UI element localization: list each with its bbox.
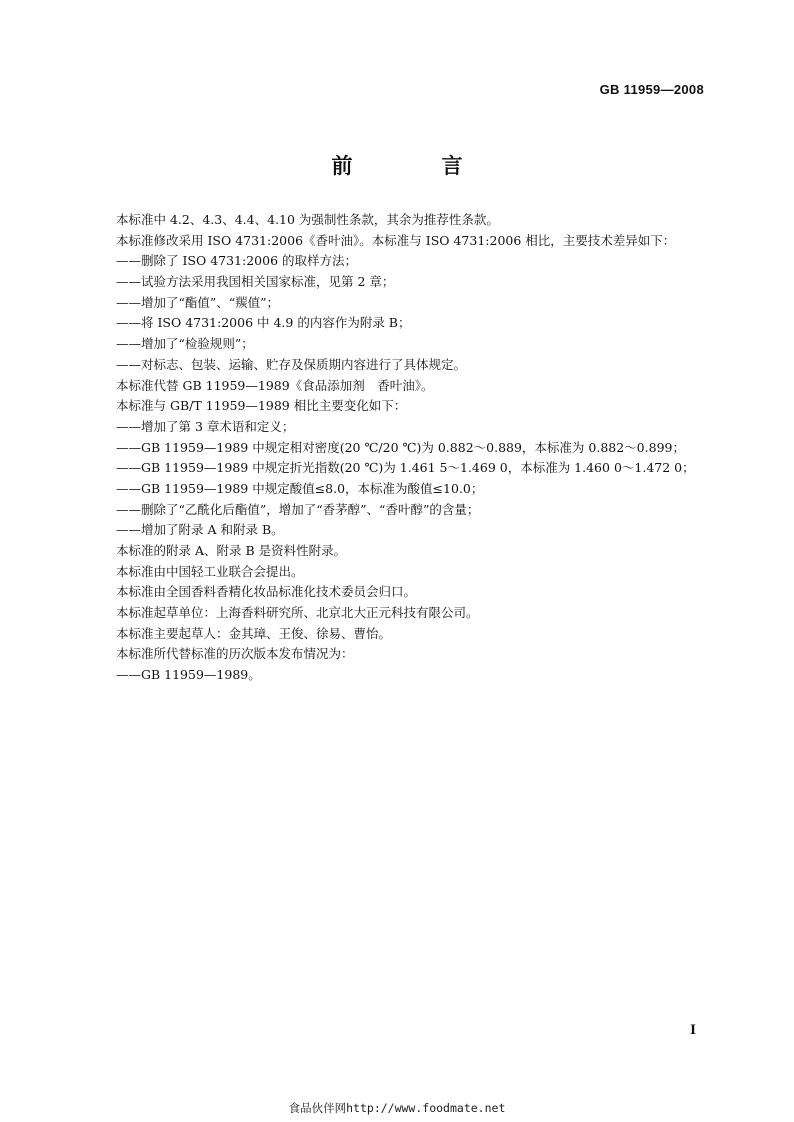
page-number: I bbox=[690, 1022, 696, 1038]
text-line: 本标准所代替标准的历次版本发布情况为： bbox=[116, 646, 354, 662]
text-line: 本标准与 GB/T 11959—1989 相比主要变化如下： bbox=[116, 398, 407, 414]
footer-watermark: 食品伙伴网http://www.foodmate.net bbox=[288, 1101, 506, 1115]
text-line: ——将 ISO 4731:2006 中 4.9 的内容作为附录 B； bbox=[116, 315, 411, 331]
text-line: ——试验方法采用我国相关国家标准，见第 2 章； bbox=[116, 274, 395, 290]
text-line: ——GB 11959—1989 中规定相对密度(20 ℃/20 ℃)为 0.882～0.889，本标准为 0.882～0.899； bbox=[116, 439, 685, 455]
text-line: ——GB 11959—1989 中规定酸值≤8.0，本标准为酸值≤10.0； bbox=[116, 480, 484, 496]
text-line: ——增加了“检验规则”； bbox=[116, 336, 254, 352]
text-line: 本标准主要起草人：金其璋、王俊、徐易、曹怡。 bbox=[116, 625, 392, 641]
text-line: 本标准起草单位：上海香料研究所、北京北大正元科技有限公司。 bbox=[116, 605, 479, 621]
text-line: 本标准中 4.2、4.3、4.4、4.10 为强制性条款，其余为推荐性条款。 bbox=[116, 212, 499, 227]
text-line: ——增加了“酯值”、“羰值”； bbox=[116, 294, 280, 310]
text-line: 本标准修改采用 ISO 4731:2006《香叶油》。本标准与 ISO 4731:2006 相比，主要技术差异如下： bbox=[116, 232, 676, 248]
standard-code: GB 11959—2008 bbox=[599, 82, 704, 97]
text-line: ——删除了“乙酰化后酯值”，增加了“香茅醇”、“香叶醇”的含量； bbox=[116, 501, 480, 517]
text-line: 本标准由全国香料香精化妆品标准化技术委员会归口。 bbox=[116, 584, 417, 600]
text-line: 本标准由中国轻工业联合会提出。 bbox=[116, 563, 304, 579]
text-line: ——对标志、包装、运输、贮存及保质期内容进行了具体规定。 bbox=[116, 356, 467, 372]
text-line: ——删除了 ISO 4731:2006 的取样方法； bbox=[116, 253, 358, 269]
text-line: 本标准代替 GB 11959—1989《食品添加剂 香叶油》。 bbox=[116, 377, 434, 393]
text-line: ——增加了第 3 章术语和定义； bbox=[116, 418, 295, 434]
text-line: ——GB 11959—1989。 bbox=[116, 667, 261, 683]
text-line: ——增加了附录 A 和附录 B。 bbox=[116, 522, 284, 538]
page-title: 前 言 bbox=[331, 154, 497, 178]
text-line: ——GB 11959—1989 中规定折光指数(20 ℃)为 1.461 5～1.469 0，本标准为 1.460 0～1.472 0； bbox=[116, 460, 695, 476]
text-line: 本标准的附录 A、附录 B 是资料性附录。 bbox=[116, 543, 347, 558]
foreword-body bbox=[116, 210, 716, 686]
